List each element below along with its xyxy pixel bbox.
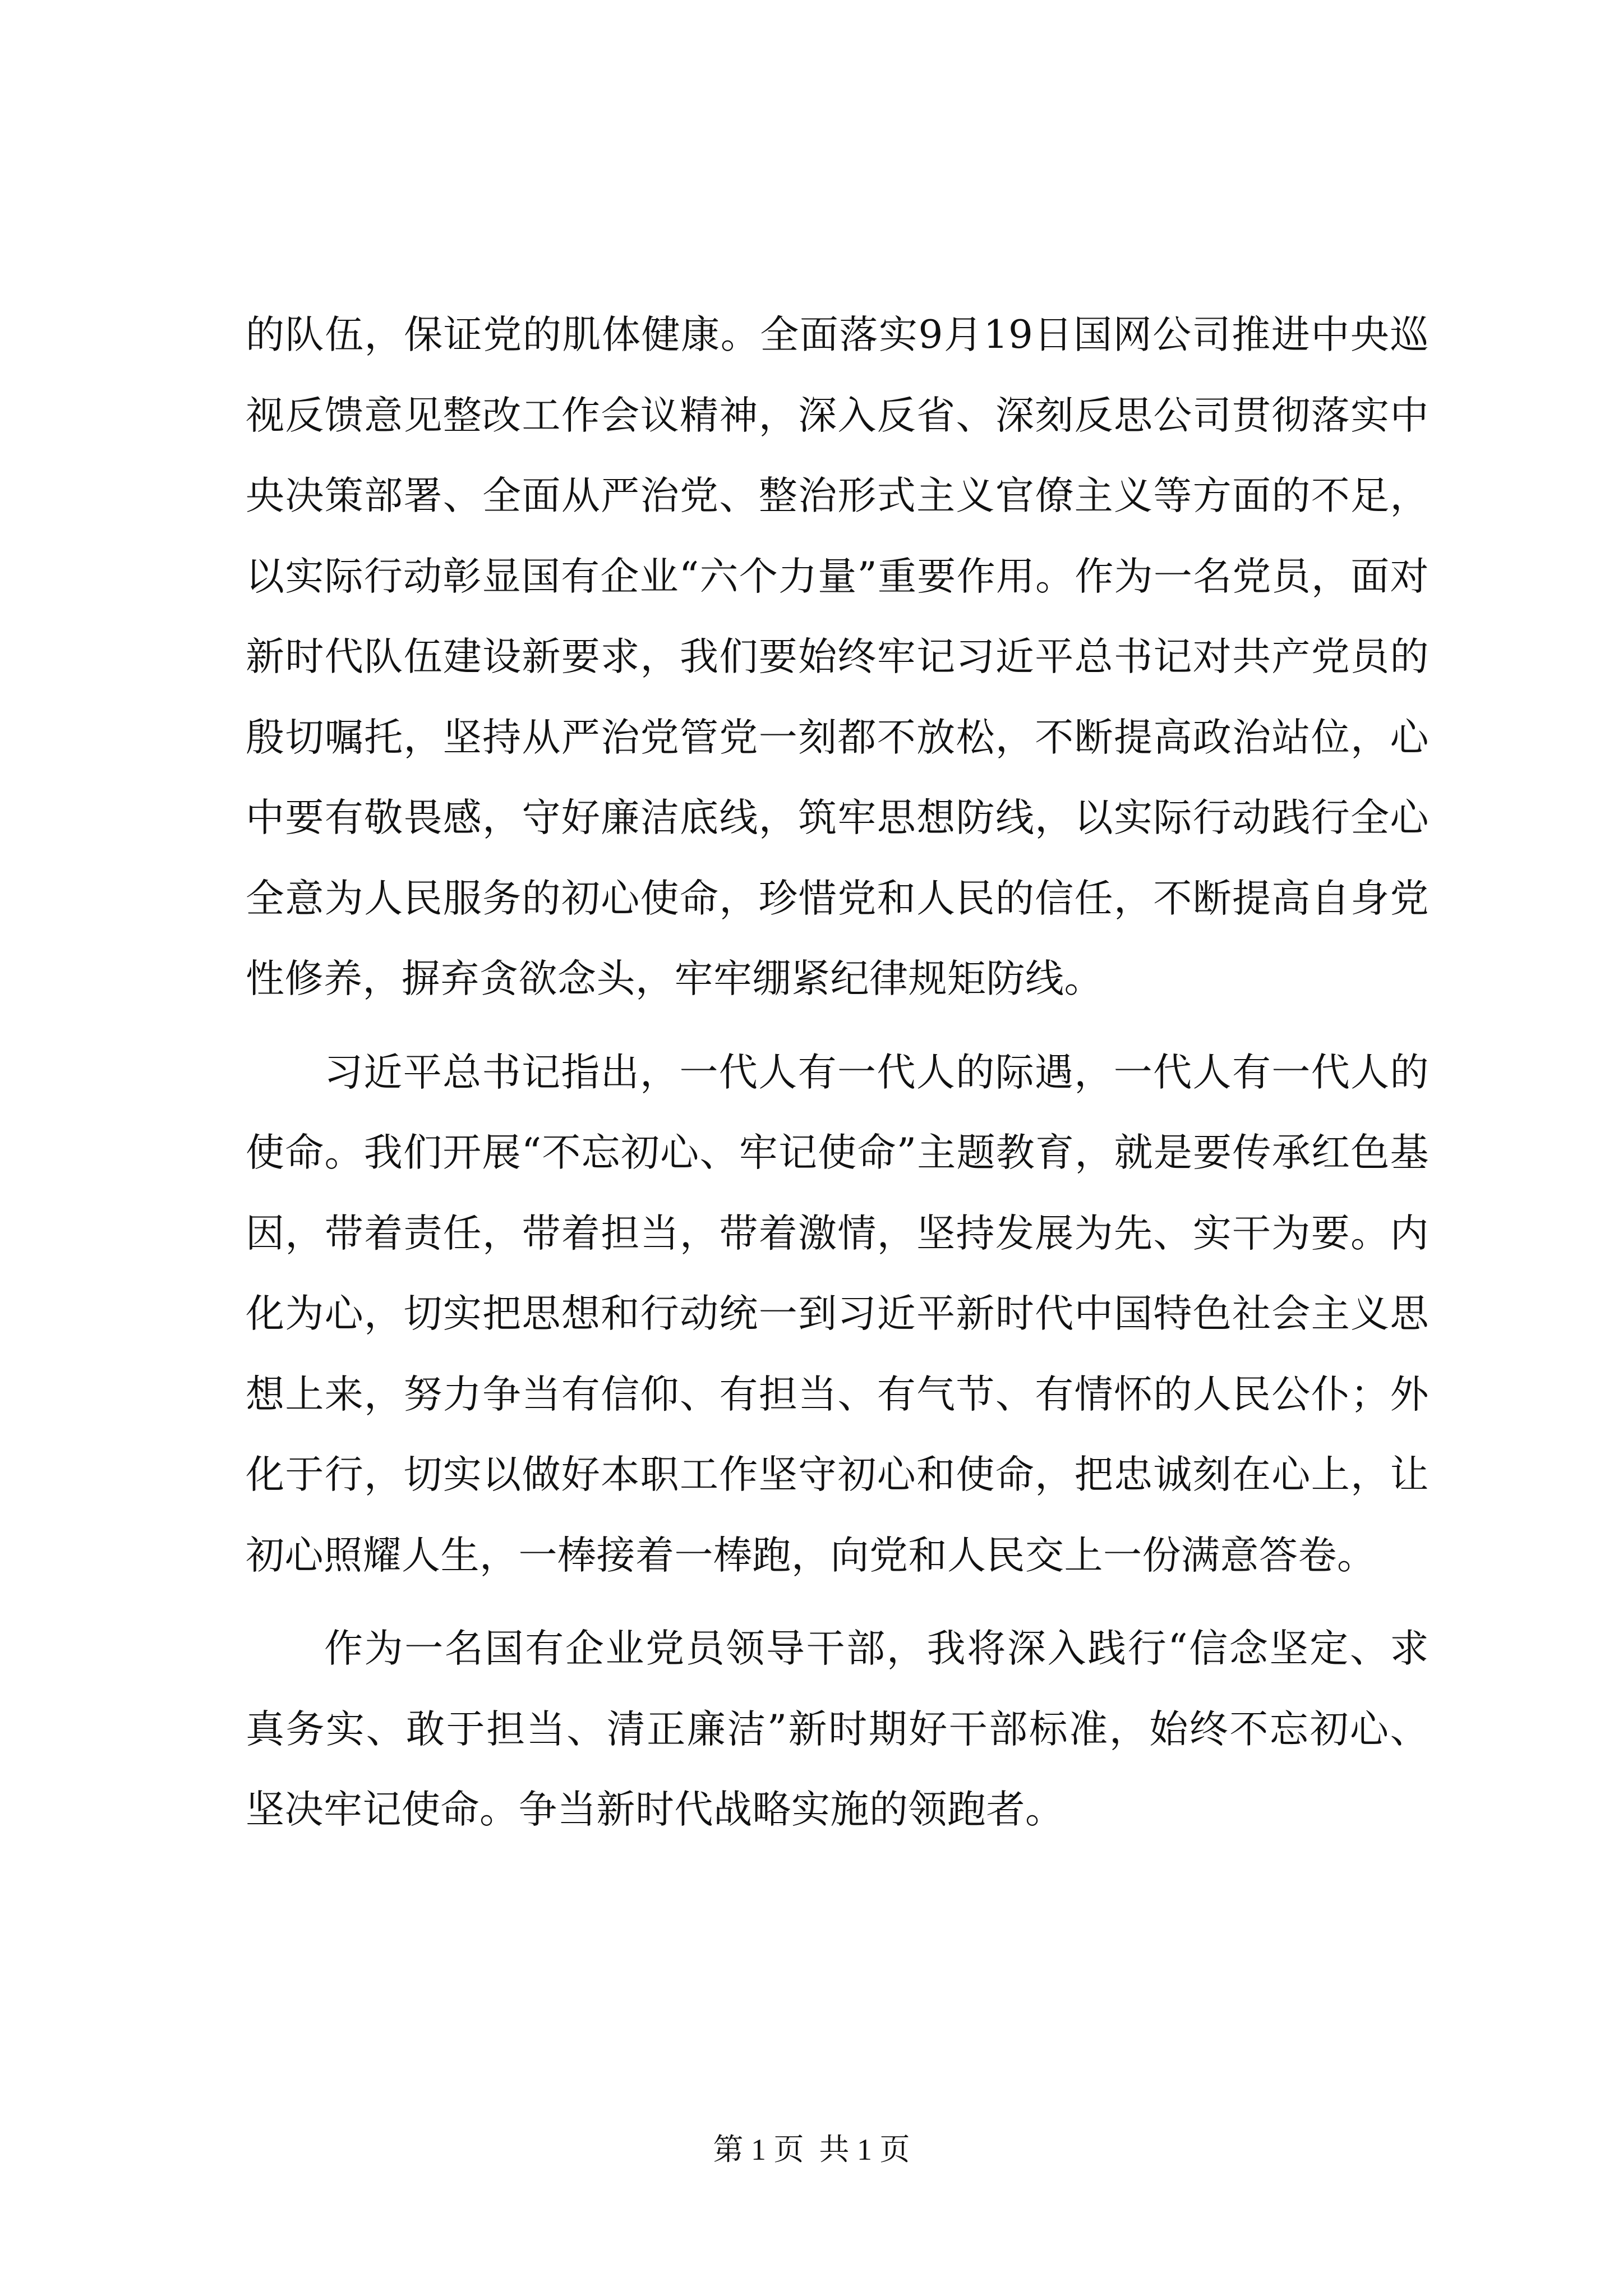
paragraph-1: 的队伍，保证党的肌体健康。全面落实9月19日国网公司推进中央巡视反馈意见整改工作会议精神，深入反省、深刻反思公司贯彻落实中央决策部署、全面从严治党、整治形式主义官僚主义等方面的不足，以实际行动彰显国有企业“六个力量”重要作用。作为一名党员，面对新时代队伍建设新要求，我们要始终牢记习近平总书记对共产党员的殷切嘱托，坚持从严治党管党一刻都不放松，不断提高政治站位，心中要有敬畏感，守好廉洁底线，筑牢思想防线，以实际行动践行全心全意为人民服务的初心使命，珍惜党和人民的信任，不断提高自身党性修养，摒弃贪欲念头，牢牢绷紧纪律规矩防线。 xyxy=(246,312,1429,1001)
page-footer: 第 1 页 共 1 页 xyxy=(713,2133,910,2166)
paragraph-2: 习近平总书记指出，一代人有一代人的际遇，一代人有一代人的使命。我们开展“不忘初心、牢记使命”主题教育，就是要传承红色基因，带着责任，带着担当，带着激情，坚持发展为先、实干为要。内化为心，切实把思想和行动统一到习近平新时代中国特色社会主义思想上来，努力争当有信仰、有担当、有气节、有情怀的人民公仆；外化于行，切实以做好本职工作坚守初心和使命，把忠诚刻在心上，让初心照耀人生，一棒接着一棒跑，向党和人民交上一份满意答卷。 xyxy=(246,1050,1429,1578)
paragraph-3: 作为一名国有企业党员领导干部，我将深入践行“信念坚定、求真务实、敢于担当、清正廉洁”新时期好干部标准，始终不忘初心、坚决牢记使命。争当新时代战略实施的领跑者。 xyxy=(246,1626,1429,1832)
document-body xyxy=(246,295,1429,1851)
